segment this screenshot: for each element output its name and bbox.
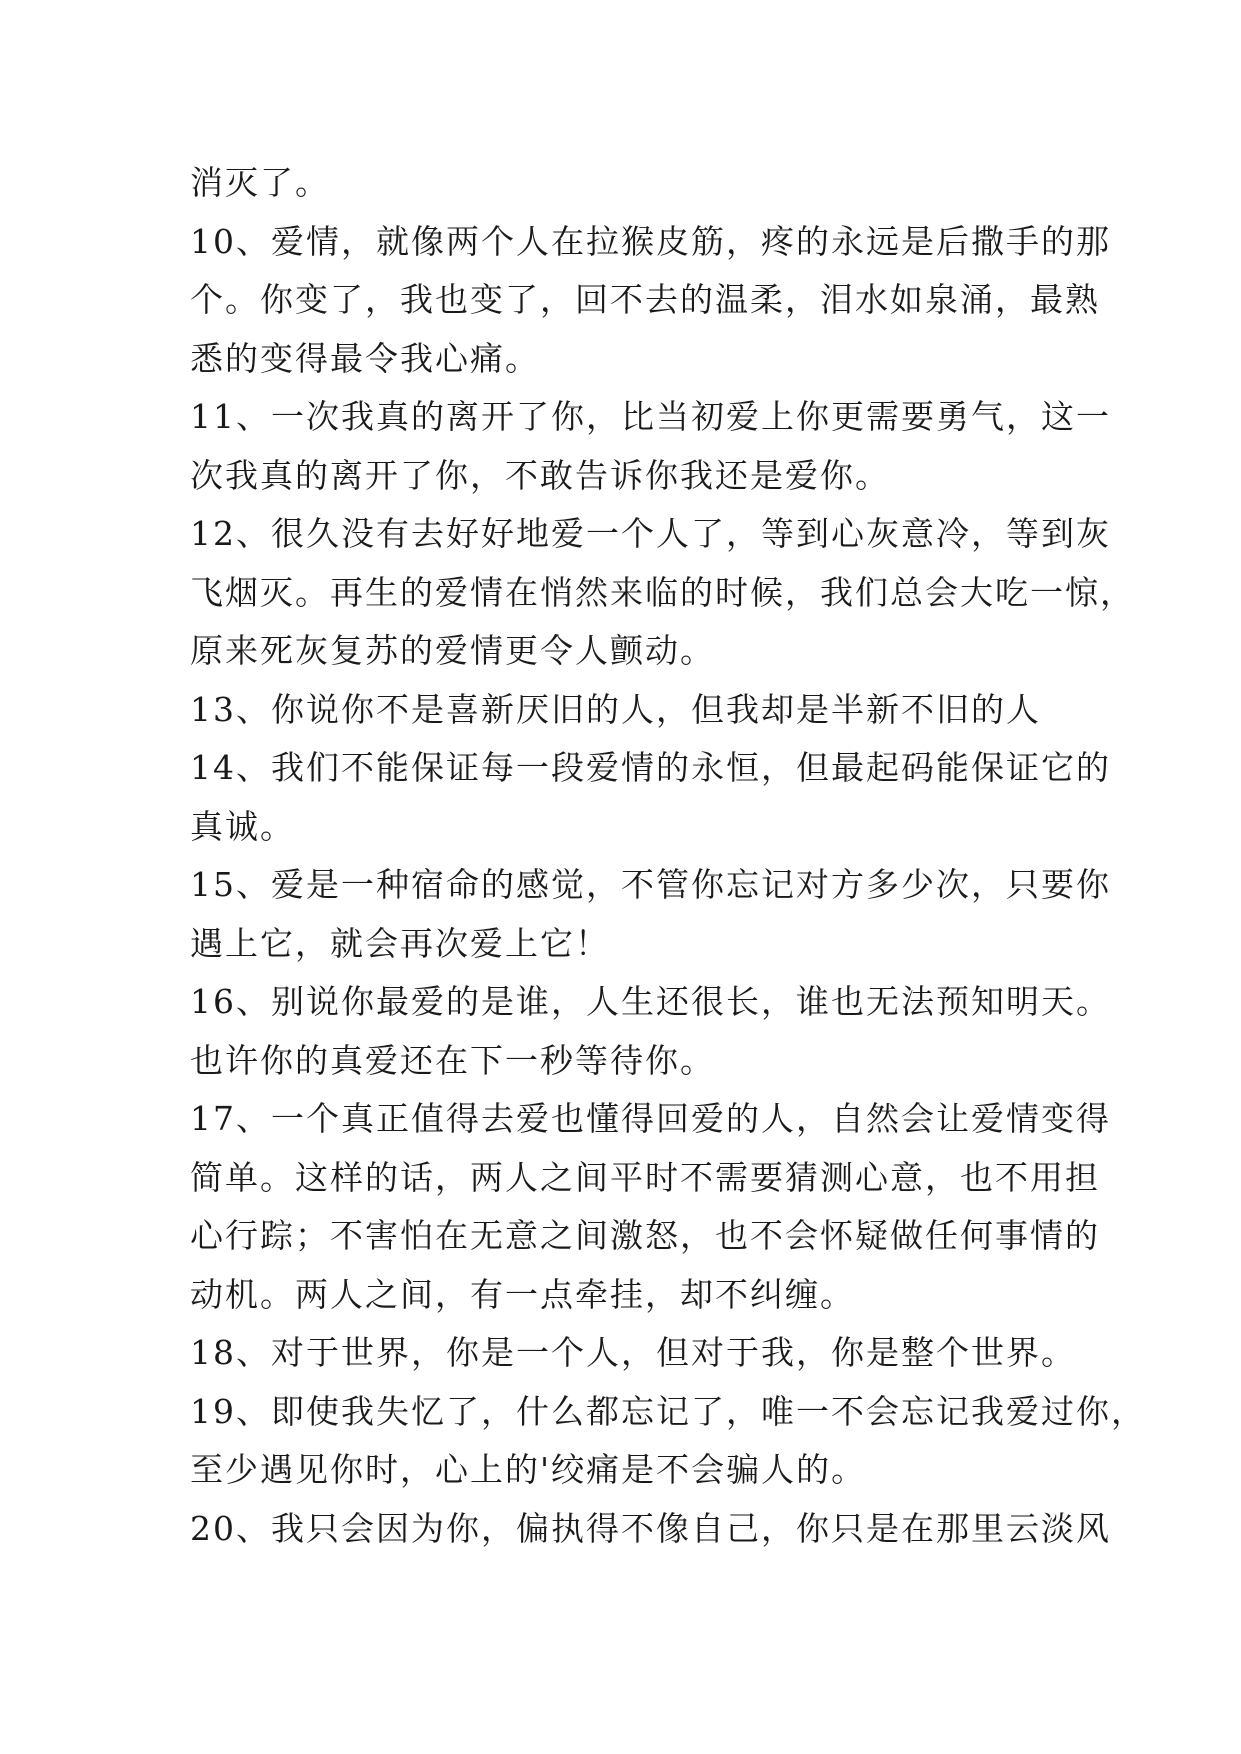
- text-line: 12、很久没有去好好地爱一个人了，等到心灰意冷，等到灰: [190, 514, 1111, 553]
- text-line: 11、一次我真的离开了你，比当初爱上你更需要勇气，这一: [190, 397, 1111, 436]
- text-line: 19、即使我失忆了，什么都忘记了，唯一不会忘记我爱过你，: [190, 1391, 1146, 1431]
- text-line: 至少遇见你时，心上的'绞痛是不会骗人的。: [190, 1450, 867, 1489]
- text-line: 悉的变得最令我心痛。: [190, 338, 540, 378]
- body-text: [190, 154, 1146, 1558]
- text-line: 15、爱是一种宿命的感觉，不管你忘记对方多少次，只要你: [190, 865, 1111, 904]
- text-line: 13、你说你不是喜新厌旧的人，但我却是半新不旧的人: [190, 689, 1041, 729]
- text-line: 动机。两人之间，有一点牵挂，却不纠缠。: [190, 1274, 855, 1314]
- text-line: 10、爱情，就像两个人在拉猴皮筋，疼的永远是后撒手的那: [190, 221, 1111, 261]
- text-line: 14、我们不能保证每一段爱情的永恒，但最起码能保证它的: [190, 748, 1111, 787]
- text-line: 次我真的离开了你，不敢告诉你我还是爱你。: [190, 455, 890, 495]
- text-line: 心行踪；不害怕在无意之间激怒，也不会怀疑做任何事情的: [190, 1216, 1100, 1255]
- text-line: 消灭了。: [190, 163, 330, 202]
- text-line: 也许你的真爱还在下一秒等待你。: [190, 1040, 715, 1080]
- text-line: 20、我只会因为你，偏执得不像自己，你只是在那里云淡风: [190, 1508, 1111, 1548]
- text-line: 遇上它，就会再次爱上它！: [190, 923, 610, 963]
- text-line: 个。你变了，我也变了，回不去的温柔，泪水如泉涌，最熟: [190, 280, 1100, 319]
- text-line: 简单。这样的话，两人之间平时不需要猜测心意，也不用担: [190, 1157, 1100, 1197]
- text-line: 17、一个真正值得去爱也懂得回爱的人，自然会让爱情变得: [190, 1099, 1111, 1138]
- text-line: 真诚。: [190, 806, 295, 846]
- text-line: 18、对于世界，你是一个人，但对于我，你是整个世界。: [190, 1333, 1076, 1372]
- text-line: 原来死灰复苏的爱情更令人颤动。: [190, 631, 715, 670]
- text-line: 飞烟灭。再生的爱情在悄然来临的时候，我们总会大吃一惊，: [190, 572, 1135, 612]
- text-line: 16、别说你最爱的是谁，人生还很长，谁也无法预知明天。: [190, 982, 1111, 1021]
